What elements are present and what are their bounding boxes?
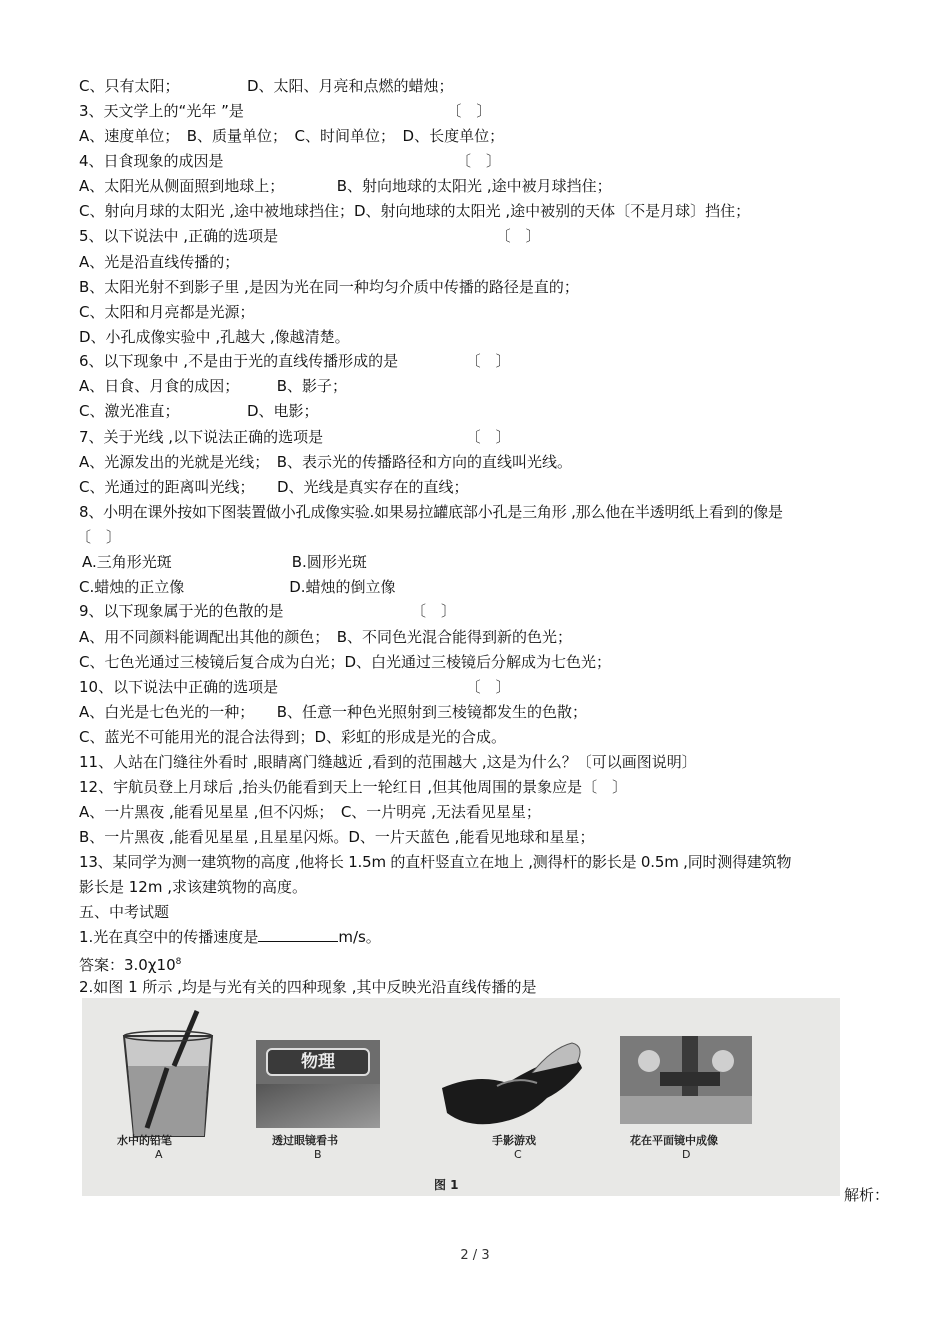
question-4: 4、日食现象的成因是 〔 〕 <box>79 152 502 170</box>
section-heading: 五、中考试题 <box>79 903 170 921</box>
text-line: A、速度单位； B、质量单位； C、时间单位； D、长度单位； <box>79 127 505 145</box>
question-suffix: m/s。 <box>338 928 381 946</box>
answer-line <box>79 952 181 975</box>
question-7: 7、关于光线 ,以下说法正确的选项是 〔 〕 <box>79 428 511 446</box>
letter-b: B <box>314 1148 322 1161</box>
text-line: C、激光准直； D、电影； <box>79 402 319 420</box>
question-9: 9、以下现象属于光的色散的是 〔 〕 <box>79 602 457 620</box>
book-title: 物理 <box>266 1048 370 1076</box>
text-line: A、太阳光从侧面照到地球上； B、射向地球的太阳光 ,途中被月球挡住； <box>79 177 612 195</box>
figure-1 <box>82 998 840 1196</box>
letter-d: D <box>682 1148 691 1161</box>
text-line: B、太阳光射不到影子里 ,是因为光在同一种均匀介质中传播的路径是直的； <box>79 278 579 296</box>
question-6: 6、以下现象中 ,不是由于光的直线传播形成的是 〔 〕 <box>79 352 511 370</box>
hand-shadow-image <box>437 1028 587 1133</box>
text-line: A、白光是七色光的一种； B、任意一种色光照射到三棱镜都发生的色散； <box>79 703 588 721</box>
caption-d: 花在平面镜中成像 <box>630 1134 718 1147</box>
text-line: C、七色光通过三棱镜后复合成为白光；D、白光通过三棱镜后分解成为七色光； <box>79 653 612 671</box>
question-5: 5、以下说法中 ,正确的选项是 〔 〕 <box>79 227 541 245</box>
glass-pencil-image <box>112 1006 222 1141</box>
caption-a: 水中的铅笔 <box>117 1134 172 1147</box>
letter-c: C <box>514 1148 522 1161</box>
question-prefix: 1.光在真空中的传播速度是 <box>79 928 259 946</box>
text-line: C.蜡烛的正立像 D.蜡烛的倒立像 <box>79 578 396 596</box>
text-line: C、只有太阳； D、太阳、月亮和点燃的蜡烛； <box>79 77 454 95</box>
caption-b: 透过眼镜看书 <box>272 1134 338 1147</box>
text-line: A.三角形光斑 B.圆形光斑 <box>82 553 367 571</box>
text-line: B、一片黑夜 ,能看见星星 ,且星星闪烁。D、一片天蓝色 ,能看见地球和星星； <box>79 828 595 846</box>
figure-title: 图 1 <box>434 1178 459 1192</box>
text-line: A、用不同颜料能调配出其他的颜色； B、不同色光混合能得到新的色光； <box>79 628 573 646</box>
text-line: C、太阳和月亮都是光源； <box>79 303 255 321</box>
caption-c: 手影游戏 <box>492 1134 536 1147</box>
text-line: A、光是沿直线传播的； <box>79 253 240 271</box>
question-12: 12、宇航员登上月球后 ,抬头仍能看到天上一轮红日 ,但其他周围的景象应是〔 〕 <box>79 778 628 796</box>
analysis-label: 解析： <box>844 1186 890 1204</box>
question-10: 10、以下说法中正确的选项是 〔 〕 <box>79 678 511 696</box>
text-line: 〔 〕 <box>76 528 122 546</box>
text-line: C、射向月球的太阳光 ,途中被地球挡住；D、射向地球的太阳光 ,途中被别的天体〔不是月球〕挡住； <box>79 202 751 220</box>
text-line: 影长是 12m ,求该建筑物的高度。 <box>79 878 308 896</box>
question-3: 3、天文学上的“光年 ”是 〔 〕 <box>79 102 492 120</box>
answer-blank <box>258 927 338 942</box>
text-line: A、光源发出的光就是光线； B、表示光的传播路径和方向的直线叫光线。 <box>79 453 573 471</box>
page-number: 2 / 3 <box>460 1248 490 1263</box>
answer-text: 答案：3.0χ10 <box>79 956 176 974</box>
text-line: C、光通过的距离叫光线； D、光线是真实存在的直线； <box>79 478 469 496</box>
answer-exponent: 8 <box>175 957 182 967</box>
question-13: 13、某同学为测一建筑物的高度 ,他将长 1.5m 的直杆竖直立在地上 ,测得杆的影长是 0.5m ,同时测得建筑物 <box>79 853 792 871</box>
letter-a: A <box>155 1148 163 1161</box>
question-8: 8、小明在课外按如下图装置做小孔成像实验.如果易拉罐底部小孔是三角形 ,那么他在半透明纸上看到的像是 <box>79 503 783 521</box>
text-line: A、一片黑夜 ,能看见星星 ,但不闪烁； C、一片明亮 ,无法看见星星； <box>79 803 541 821</box>
text-line: C、蓝光不可能用光的混合法得到；D、彩虹的形成是光的合成。 <box>79 728 507 746</box>
exam-question-2: 2.如图 1 所示 ,均是与光有关的四种现象 ,其中反映光沿直线传播的是 <box>79 978 537 996</box>
question-11: 11、人站在门缝往外看时 ,眼睛离门缝越近 ,看到的范围越大 ,这是为什么？〔可以画图说明〕 <box>79 753 697 771</box>
text-line: A、日食、月食的成因； B、影子； <box>79 377 348 395</box>
book-glasses-image <box>256 1040 380 1128</box>
flower-mirror-image <box>620 1036 752 1124</box>
text-line: D、小孔成像实验中 ,孔越大 ,像越清楚。 <box>79 328 350 346</box>
exam-question-1 <box>79 927 381 947</box>
